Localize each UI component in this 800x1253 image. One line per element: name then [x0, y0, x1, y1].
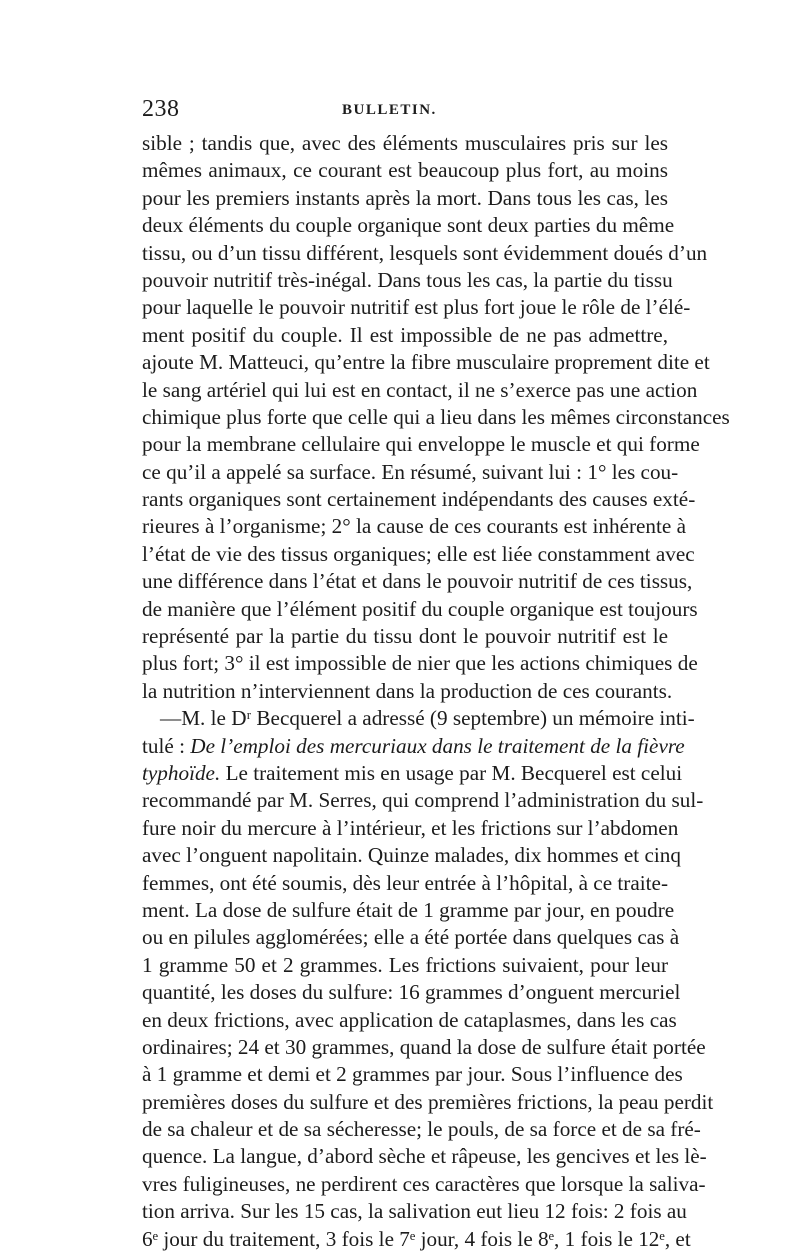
text-line	[142, 349, 710, 376]
text-line	[142, 568, 693, 595]
text-line	[142, 897, 675, 924]
text-line	[142, 240, 708, 267]
text-line	[142, 1007, 677, 1034]
text-line	[142, 322, 668, 349]
text-segment: de manière que l’élément positif du couple organique est toujours	[142, 596, 698, 621]
text-line	[142, 760, 683, 787]
text-segment: tulé :	[142, 733, 191, 758]
text-segment: ment. La dose de sulfure était de 1 gramme par jour, en poudre	[142, 897, 675, 922]
text-segment: le sang artériel qui lui est en contact, il ne s’exerce pas une action	[142, 377, 698, 402]
text-line	[142, 952, 668, 979]
text-segment: femmes, ont été soumis, dès leur entrée à l’hôpital, à ce traite-	[142, 870, 668, 895]
text-line	[142, 1226, 691, 1253]
text-segment: rants organiques sont certainement indépendants des causes exté-	[142, 487, 696, 512]
text-segment: l’état de vie des tissus organiques; elle est liée constamment avec	[142, 541, 695, 566]
text-segment: en deux frictions, avec application de cataplasmes, dans les cas	[142, 1007, 677, 1032]
text-segment: pour la membrane cellulaire qui enveloppe le muscle et qui forme	[142, 432, 700, 457]
text-segment: à 1 gramme et demi et 2 grammes par jour. Sous l’influence des	[142, 1062, 683, 1087]
text-line	[142, 267, 673, 294]
page-header	[142, 96, 668, 126]
text-segment: fure noir du mercure à l’intérieur, et les frictions sur l’abdomen	[142, 815, 679, 840]
text-line	[142, 787, 704, 814]
text-line	[142, 130, 668, 157]
text-line	[142, 157, 668, 184]
text-line	[142, 377, 698, 404]
text-line	[142, 1034, 706, 1061]
text-line	[142, 212, 675, 239]
text-line	[142, 459, 679, 486]
text-segment: recommandé par M. Serres, qui comprend l’administration du sul-	[142, 788, 704, 813]
text-line	[142, 1089, 714, 1116]
text-segment: ordinaires; 24 et 30 grammes, quand la dose de sulfure était portée	[142, 1034, 706, 1059]
text-segment: avec l’onguent napolitain. Quinze malades, dix hommes et cinq	[142, 843, 681, 868]
text-segment: pouvoir nutritif très-inégal. Dans tous les cas, la partie du tissu	[142, 267, 673, 292]
text-segment: plus fort; 3° il est impossible de nier que les actions chimiques de	[142, 651, 698, 676]
text-line	[142, 1143, 707, 1170]
text-line	[142, 294, 691, 321]
text-segment: tissu, ou d’un tissu différent, lesquels sont évidemment doués d’un	[142, 240, 708, 265]
text-line	[142, 1171, 706, 1198]
text-segment: rieures à l’organisme; 2° la cause de ces courants est inhérente à	[142, 514, 687, 539]
text-line	[142, 1116, 701, 1143]
text-segment: ment positif du couple. Il est impossible de ne pas admettre,	[142, 322, 668, 347]
text-line	[142, 678, 673, 705]
text-segment: 6ᵉ jour du traitement, 3 fois le 7ᵉ jour, 4 fois le 8ᵉ, 1 fois le 12ᵉ, et	[142, 1226, 691, 1251]
text-segment: tion arriva. Sur les 15 cas, la salivation eut lieu 12 fois: 2 fois au	[142, 1199, 687, 1224]
text-segment: chimique plus forte que celle qui a lieu dans les mêmes circonstances	[142, 404, 730, 429]
text-line	[142, 979, 681, 1006]
text-line	[142, 185, 668, 212]
text-line	[142, 870, 668, 897]
text-line	[142, 842, 681, 869]
text-line	[142, 486, 696, 513]
page-number: 238	[142, 96, 180, 122]
text-segment: deux éléments du couple organique sont deux parties du même	[142, 213, 675, 238]
text-line	[142, 650, 698, 677]
text-segment: —M. le Dʳ Becquerel a adressé (9 septembre) un mémoire inti-	[160, 706, 695, 731]
text-segment: vres fuligineuses, ne perdirent ces caractères que lorsque la saliva-	[142, 1171, 706, 1196]
text-line	[142, 705, 695, 732]
text-segment: pour laquelle le pouvoir nutritif est plus fort joue le rôle de l’élé-	[142, 295, 691, 320]
text-segment: quence. La langue, d’abord sèche et râpeuse, les gencives et les lè-	[142, 1144, 707, 1169]
italic-text: typhoïde.	[142, 760, 221, 785]
text-line	[142, 623, 668, 650]
text-line	[142, 924, 680, 951]
text-segment: Le traitement mis en usage par M. Becquerel est celui	[220, 760, 683, 785]
running-head: BULLETIN.	[342, 102, 437, 118]
text-line	[142, 1061, 683, 1088]
text-line	[142, 541, 695, 568]
text-segment: 1 gramme 50 et 2 grammes. Les frictions suivaient, pour leur	[142, 952, 668, 977]
text-segment: ou en pilules agglomérées; elle a été portée dans quelques cas à	[142, 925, 680, 950]
text-segment: premières doses du sulfure et des premières frictions, la peau perdit	[142, 1089, 714, 1114]
text-segment: mêmes animaux, ce courant est beaucoup plus fort, au moins	[142, 158, 668, 183]
body-text	[142, 130, 730, 1253]
text-segment: sible ; tandis que, avec des éléments musculaires pris sur les	[142, 131, 668, 155]
text-segment: la nutrition n’interviennent dans la production de ces courants.	[142, 678, 673, 703]
text-segment: ajoute M. Matteuci, qu’entre la fibre musculaire proprement dite et	[142, 350, 710, 375]
text-segment: de sa chaleur et de sa sécheresse; le pouls, de sa force et de sa fré-	[142, 1117, 701, 1142]
text-segment: pour les premiers instants après la mort. Dans tous les cas, les	[142, 185, 668, 210]
text-line	[142, 431, 700, 458]
text-segment: représenté par la partie du tissu dont le pouvoir nutritif est le	[142, 624, 668, 649]
text-line	[142, 513, 687, 540]
text-line	[142, 815, 679, 842]
text-segment: quantité, les doses du sulfure: 16 grammes d’onguent mercuriel	[142, 980, 681, 1005]
text-segment: ce qu’il a appelé sa surface. En résumé, suivant lui : 1° les cou-	[142, 459, 679, 484]
text-line	[142, 596, 698, 623]
text-line	[142, 733, 685, 760]
text-line	[142, 404, 730, 431]
italic-text: De l’emploi des mercuriaux dans le traitement de la fièvre	[190, 733, 685, 758]
text-line	[142, 1198, 687, 1225]
text-segment: une différence dans l’état et dans le pouvoir nutritif de ces tissus,	[142, 569, 693, 594]
